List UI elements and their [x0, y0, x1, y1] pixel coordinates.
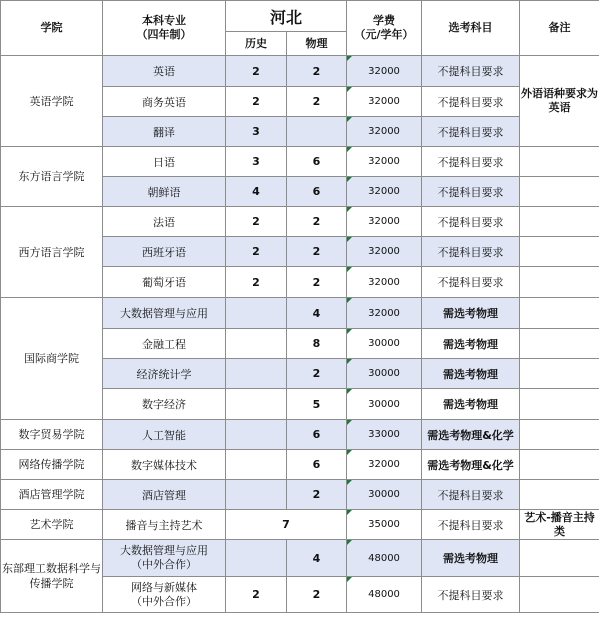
- fee-value: 32000: [368, 186, 400, 197]
- fee-value: 33000: [368, 429, 400, 440]
- fee-value: 30000: [368, 398, 400, 410]
- physics-cell: 2: [287, 237, 347, 267]
- physics-cell: 8: [287, 329, 347, 359]
- header-major-line1: 本科专业: [142, 14, 186, 27]
- fee-cell: [347, 480, 422, 510]
- fee-value: 32000: [368, 65, 400, 77]
- fee-cell: [347, 177, 422, 207]
- table-row: [1, 510, 599, 540]
- req-cell: 需选考物理&化学: [422, 450, 520, 480]
- physics-cell: 2: [287, 56, 347, 87]
- comment-marker-icon: [347, 237, 352, 242]
- fee-value: 32000: [368, 96, 400, 107]
- remark-cell: [520, 577, 599, 613]
- history-cell: [226, 540, 287, 577]
- major-line2: （中外合作）: [131, 558, 197, 571]
- history-cell: 2: [226, 577, 287, 613]
- physics-cell: [287, 117, 347, 147]
- physics-cell: 6: [287, 147, 347, 177]
- fee-cell: [347, 540, 422, 577]
- header-remark: 备注: [520, 1, 599, 56]
- fee-value: 32000: [368, 156, 400, 167]
- fee-cell: [347, 510, 422, 540]
- table-row: [1, 56, 599, 87]
- college-cell: 英语学院: [1, 56, 103, 147]
- req-cell: 不提科目要求: [422, 577, 520, 613]
- fee-value: 32000: [368, 246, 400, 257]
- table-row: [1, 147, 599, 177]
- header-fee-line1: 学费: [373, 14, 396, 27]
- major-cell: [103, 577, 226, 613]
- merged-score-cell: 7: [226, 510, 347, 540]
- physics-cell: 5: [287, 389, 347, 420]
- req-cell: 不提科目要求: [422, 267, 520, 298]
- comment-marker-icon: [347, 420, 352, 425]
- comment-marker-icon: [347, 389, 352, 394]
- remark-cell: [520, 147, 599, 177]
- header-subject-req: 选考科目: [422, 1, 520, 56]
- major-line1: 网络与新媒体: [131, 580, 197, 594]
- major-cell: 朝鲜语: [103, 177, 226, 207]
- college-cell: 数字贸易学院: [1, 420, 103, 450]
- remark-cell: [520, 359, 599, 389]
- comment-marker-icon: [347, 87, 352, 92]
- req-cell: 不提科目要求: [422, 237, 520, 267]
- major-cell: 法语: [103, 207, 226, 237]
- major-cell: 金融工程: [103, 329, 226, 359]
- remark-cell: [520, 237, 599, 267]
- fee-value: 32000: [368, 216, 400, 227]
- req-cell: 不提科目要求: [422, 177, 520, 207]
- major-cell: 翻译: [103, 117, 226, 147]
- header-physics: 物理: [287, 32, 347, 56]
- fee-cell: [347, 117, 422, 147]
- history-cell: 2: [226, 237, 287, 267]
- major-cell: 英语: [103, 56, 226, 87]
- history-cell: 3: [226, 147, 287, 177]
- major-cell: 西班牙语: [103, 237, 226, 267]
- comment-marker-icon: [347, 177, 352, 182]
- physics-cell: 2: [287, 207, 347, 237]
- fee-cell: [347, 577, 422, 613]
- req-cell: 不提科目要求: [422, 117, 520, 147]
- fee-value: 30000: [368, 489, 400, 500]
- header-fee-line2: （元/学年）: [354, 28, 414, 41]
- fee-cell: [347, 147, 422, 177]
- req-cell: 不提科目要求: [422, 147, 520, 177]
- remark-cell: [520, 329, 599, 359]
- fee-cell: [347, 329, 422, 359]
- fee-value: 32000: [368, 459, 400, 470]
- fee-value: 30000: [368, 368, 400, 379]
- comment-marker-icon: [347, 480, 352, 485]
- remark-cell: [520, 298, 599, 329]
- req-cell: 需选考物理: [422, 298, 520, 329]
- fee-value: 48000: [368, 552, 400, 564]
- req-cell: 需选考物理: [422, 359, 520, 389]
- fee-cell: [347, 237, 422, 267]
- fee-value: 32000: [368, 276, 400, 288]
- physics-cell: 2: [287, 577, 347, 613]
- fee-cell: [347, 267, 422, 298]
- comment-marker-icon: [347, 117, 352, 122]
- fee-value: 32000: [368, 307, 400, 319]
- major-cell: 葡萄牙语: [103, 267, 226, 298]
- college-cell: 东部理工数据科学与传播学院: [1, 540, 103, 613]
- major-cell: [103, 540, 226, 577]
- comment-marker-icon: [347, 540, 352, 545]
- physics-cell: 4: [287, 540, 347, 577]
- header-fee: [347, 1, 422, 56]
- college-cell: 西方语言学院: [1, 207, 103, 298]
- fee-value: 30000: [368, 338, 400, 349]
- physics-cell: 2: [287, 359, 347, 389]
- major-cell: 日语: [103, 147, 226, 177]
- header-province: 河北: [226, 1, 347, 32]
- remark-cell: 艺术-播音主持类: [520, 510, 599, 540]
- comment-marker-icon: [347, 450, 352, 455]
- fee-cell: [347, 207, 422, 237]
- remark-cell: 外语语种要求为英语: [520, 56, 599, 147]
- comment-marker-icon: [347, 359, 352, 364]
- history-cell: [226, 389, 287, 420]
- college-cell: 国际商学院: [1, 298, 103, 420]
- fee-cell: [347, 389, 422, 420]
- major-cell: 商务英语: [103, 87, 226, 117]
- major-cell: 数字经济: [103, 389, 226, 420]
- comment-marker-icon: [347, 298, 352, 303]
- comment-marker-icon: [347, 56, 352, 61]
- req-cell: 不提科目要求: [422, 56, 520, 87]
- table-row: [1, 298, 599, 329]
- college-cell: 艺术学院: [1, 510, 103, 540]
- table-row: [1, 540, 599, 577]
- fee-value: 35000: [368, 519, 400, 530]
- physics-cell: 2: [287, 480, 347, 510]
- remark-cell: [520, 267, 599, 298]
- college-cell: 酒店管理学院: [1, 480, 103, 510]
- req-cell: 需选考物理: [422, 389, 520, 420]
- table-row: [1, 450, 599, 480]
- fee-value: 48000: [368, 589, 400, 600]
- major-cell: 大数据管理与应用: [103, 298, 226, 329]
- physics-cell: 4: [287, 298, 347, 329]
- header-major-line2: （四年制）: [136, 28, 192, 41]
- comment-marker-icon: [347, 577, 352, 582]
- history-cell: 2: [226, 87, 287, 117]
- req-cell: 需选考物理&化学: [422, 420, 520, 450]
- history-cell: 4: [226, 177, 287, 207]
- history-cell: [226, 298, 287, 329]
- comment-marker-icon: [347, 510, 352, 515]
- physics-cell: 6: [287, 450, 347, 480]
- remark-cell: [520, 450, 599, 480]
- history-cell: 2: [226, 207, 287, 237]
- comment-marker-icon: [347, 147, 352, 152]
- history-cell: 2: [226, 56, 287, 87]
- header-major: [103, 1, 226, 56]
- physics-cell: 2: [287, 87, 347, 117]
- major-line1: 大数据管理与应用: [120, 544, 208, 557]
- comment-marker-icon: [347, 329, 352, 334]
- table-row: [1, 480, 599, 510]
- major-cell: 酒店管理: [103, 480, 226, 510]
- fee-cell: [347, 359, 422, 389]
- major-cell: 数字媒体技术: [103, 450, 226, 480]
- remark-cell: [520, 207, 599, 237]
- remark-cell: [520, 480, 599, 510]
- major-cell: 人工智能: [103, 420, 226, 450]
- req-cell: 不提科目要求: [422, 207, 520, 237]
- physics-cell: 6: [287, 420, 347, 450]
- fee-cell: [347, 87, 422, 117]
- college-cell: 网络传播学院: [1, 450, 103, 480]
- table-row: [1, 420, 599, 450]
- history-cell: [226, 480, 287, 510]
- fee-cell: [347, 56, 422, 87]
- history-cell: [226, 329, 287, 359]
- fee-value: 32000: [368, 126, 400, 137]
- req-cell: 不提科目要求: [422, 87, 520, 117]
- req-cell: 不提科目要求: [422, 510, 520, 540]
- history-cell: [226, 450, 287, 480]
- table-row: [1, 207, 599, 237]
- req-cell: 不提科目要求: [422, 480, 520, 510]
- remark-cell: [520, 540, 599, 577]
- college-cell: 东方语言学院: [1, 147, 103, 207]
- comment-marker-icon: [347, 207, 352, 212]
- header-history: 历史: [226, 32, 287, 56]
- major-line2: （中外合作）: [131, 594, 197, 608]
- remark-cell: [520, 420, 599, 450]
- fee-cell: [347, 298, 422, 329]
- remark-cell: [520, 177, 599, 207]
- req-cell: 需选考物理: [422, 540, 520, 577]
- remark-cell: [520, 389, 599, 420]
- fee-cell: [347, 450, 422, 480]
- history-cell: 2: [226, 267, 287, 298]
- history-cell: [226, 420, 287, 450]
- req-cell: 需选考物理: [422, 329, 520, 359]
- header-college: 学院: [1, 1, 103, 56]
- physics-cell: 2: [287, 267, 347, 298]
- history-cell: [226, 359, 287, 389]
- physics-cell: 6: [287, 177, 347, 207]
- comment-marker-icon: [347, 267, 352, 272]
- fee-cell: [347, 420, 422, 450]
- history-cell: 3: [226, 117, 287, 147]
- major-cell: 播音与主持艺术: [103, 510, 226, 540]
- major-cell: 经济统计学: [103, 359, 226, 389]
